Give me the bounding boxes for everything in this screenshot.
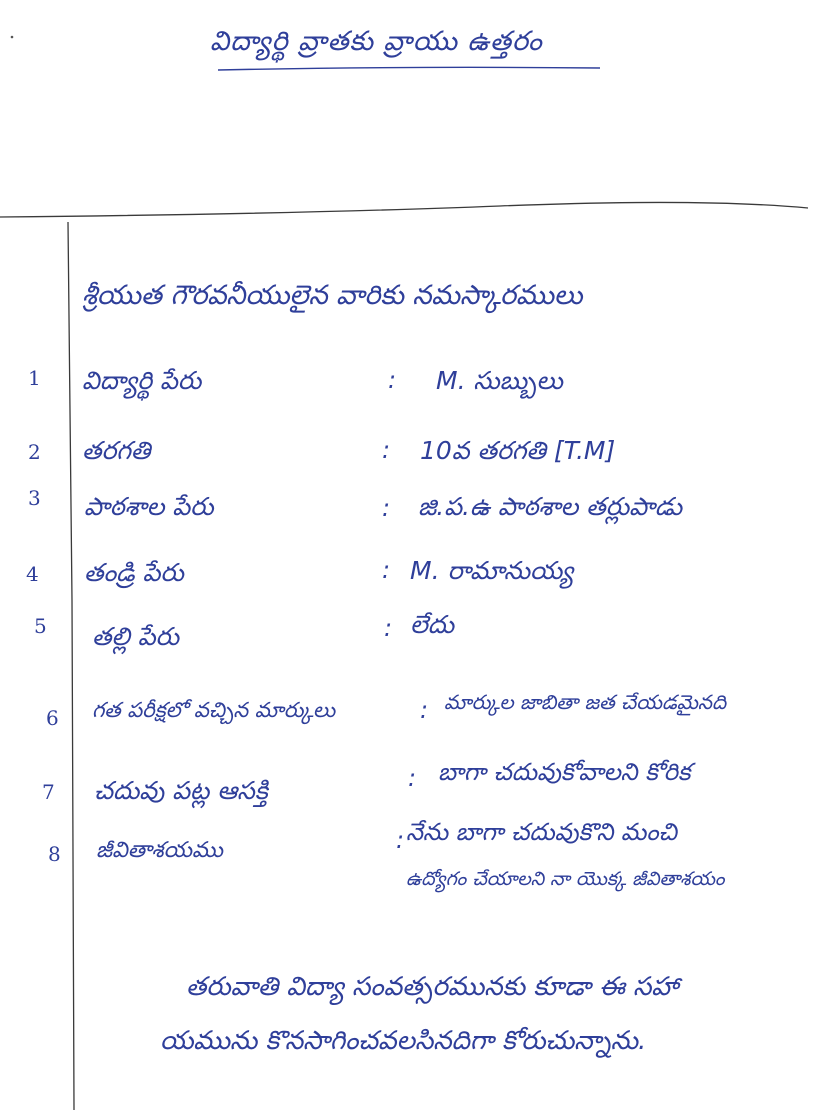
field-label-class: తరగతి bbox=[82, 436, 151, 465]
field-number: 2 bbox=[28, 440, 41, 464]
field-value-class: 10వ తరగతి [T.M] bbox=[420, 436, 616, 465]
field-number: 3 bbox=[28, 486, 41, 510]
page-dot bbox=[11, 36, 14, 39]
field-value-life-goal-line1: నేను బాగా చదువుకొని మంచి bbox=[406, 818, 677, 846]
field-number: 7 bbox=[42, 780, 55, 804]
field-colon: : bbox=[384, 614, 393, 642]
field-label-study-interest: చదువు పట్ల ఆసక్తి bbox=[94, 776, 268, 805]
field-number: 8 bbox=[48, 842, 61, 866]
field-value-exam-marks: మార్కుల జాబితా జత చేయడమైనది bbox=[444, 690, 727, 714]
field-value-mother-name: లేదు bbox=[410, 610, 455, 639]
field-value-school-name: జి.ప.ఉ పాఠశాల తర్లుపాడు bbox=[418, 492, 683, 521]
field-number: 4 bbox=[26, 562, 39, 586]
letter-title: విద్యార్థి వ్రాతకు వ్రాయు ఉత్తరం bbox=[210, 26, 543, 57]
field-label-father-name: తండ్రి పేరు bbox=[84, 558, 184, 587]
field-colon: : bbox=[382, 436, 391, 464]
field-label-exam-marks: గత పరీక్షలో వచ్చిన మార్కులు bbox=[92, 698, 336, 722]
field-number: 6 bbox=[46, 706, 59, 730]
field-colon: : bbox=[382, 494, 391, 522]
closing-line-2: యమును కొనసాగించవలసినదిగా కోరుచున్నాను. bbox=[160, 1026, 647, 1056]
field-number: 1 bbox=[28, 366, 41, 390]
field-colon: : bbox=[408, 764, 417, 792]
field-colon: : bbox=[382, 556, 391, 584]
salutation: శ్రీయుత గౌరవనీయులైన వారికు నమస్కారములు bbox=[82, 280, 583, 311]
field-label-student-name: విద్యార్థి పేరు bbox=[82, 366, 202, 395]
field-label-mother-name: తల్లి పేరు bbox=[92, 622, 179, 651]
field-value-study-interest: బాగా చదువుకోవాలని కోరిక bbox=[438, 758, 691, 786]
title-underline bbox=[218, 67, 600, 70]
field-value-student-name: M. సుబ్బులు bbox=[436, 366, 563, 395]
field-label-school-name: పాఠశాల పేరు bbox=[84, 492, 214, 521]
field-label-life-goal: జీవితాశయము bbox=[96, 838, 223, 863]
top-horizontal-rule bbox=[0, 202, 808, 217]
left-margin-rule bbox=[68, 222, 74, 1110]
field-colon: : bbox=[396, 826, 405, 854]
field-value-life-goal-line2: ఉద్యోగం చేయాలని నా యొక్క జీవితాశయం bbox=[406, 868, 725, 890]
field-colon: : bbox=[388, 366, 397, 394]
field-colon: : bbox=[420, 696, 429, 724]
field-value-father-name: M. రామానుయ్య bbox=[410, 556, 574, 585]
field-number: 5 bbox=[34, 614, 47, 638]
closing-line-1: తరువాతి విద్యా సంవత్సరమునకు కూడా ఈ సహా bbox=[186, 972, 679, 1002]
